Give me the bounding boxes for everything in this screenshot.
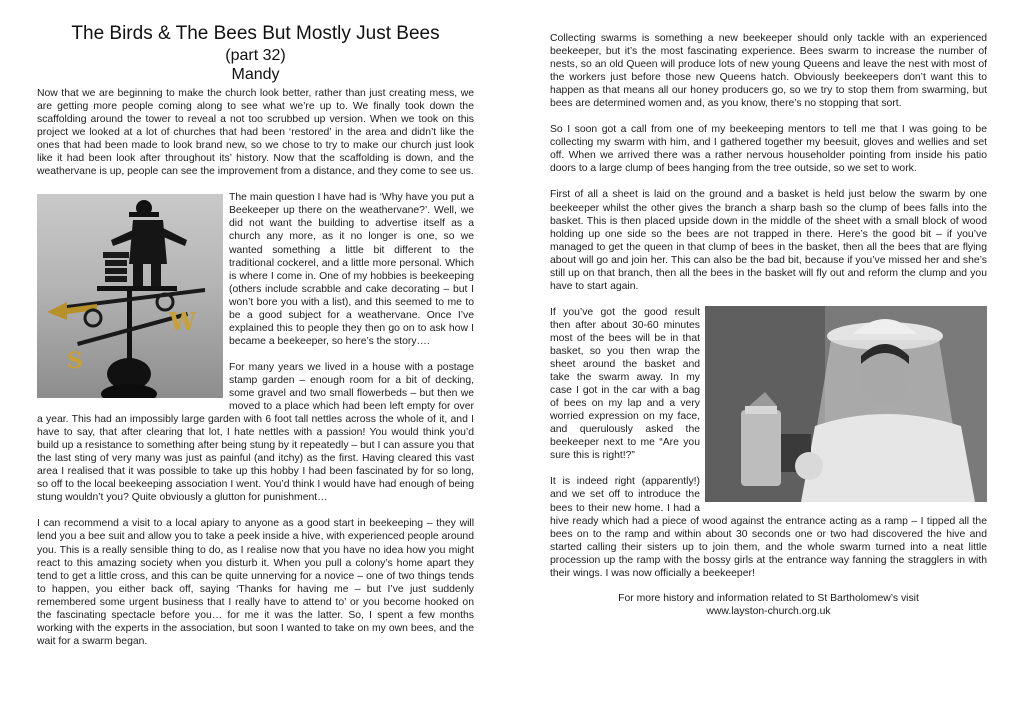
paragraph-intro: Now that we are beginning to make the church look better, rather than just creating mess, we are getting more people coming along to see what we’re up to. We finally took down the scaffolding around the tower to reveal a not too scrubbed up version. When we took on this project we looked at a lot of churches that had been ‘restored’ in the area and didn’t like the ones that had been made to look brand new, so we chose to try to make our church just look like it had been look after throughout its’ history. Now that the scaffolding is down, and the weathervane is up, people can see the improvement from a distance, and they come to see us. (37, 88, 474, 178)
footer-url[interactable]: www.layston-church.org.uk (706, 605, 831, 617)
paragraph-swarms: Collecting swarms is something a new beekeeper should only tackle with an experienced beekeeper, but it’s the most fascinating experience. Bees swarm to increase the number of nests, so an old Queen will produce lots of new young Queens and leave the nest with most of the workers just before those new Queens hatch. Obviously beekeepers don’t want this to happen as that means all our honey producers go, so we try to stop them from swarming, but bees are determined women and, as you know, there’s no stopping that sort. (550, 33, 987, 110)
article-author: Mandy (231, 66, 280, 83)
paragraph-new-home: It is indeed right (apparently!) and we set off to introduce the bees to their new home. I had a hive ready which had a piece of wood against the entrance acting as a ramp – I tipped all the bees on to the ramp and within about 30 seconds one or two had discovered the hive and started calling their sisters up to join them, and the whole swarm turned into a neat little procession up the ramp with the bossy girls at the entrance way fanning the stragglers in with their wings. I was now officially a beekeeper! (550, 476, 987, 579)
letter-w: W (169, 307, 196, 337)
paragraph-question: The main question I have had is ‘Why have you put a Beekeeper up there on the weathervane?’. Well, we did not want the building to advertise itself as a church any more, as it no longer is one, so we wanted something a little bit different to the traditional cockerel, and a little more personal. Which is where I come in. One of my hobbies is beekeeping (others include scrabble and cake decorating – but I won’t bore you with a list), and this seemed to me to be a good subject for a weathervane. Once I’ve explained this to people they then go on to ask how I became a beekeeper, so here’s the story…. (229, 192, 474, 347)
footer-info: For more history and information related to St Bartholomew’s visit (618, 592, 919, 604)
paragraph-car: If you’ve got the good result then after about 30-60 minutes most of the bees will be in that basket, so you then wrap the sheet around the basket and take the swarm away. In my case I got in the car with a bag of bees on my lap and a very worried expression on my face, and querulously asked the beekeeper next to me “Are you sure this is right!?” (550, 306, 700, 462)
paragraph-sheet-basket: First of all a sheet is laid on the ground and a basket is held just below the swarm by one beekeeper whilst the other gives the branch a sharp bash so the clump of bees falls into the basket. This is then placed upside down in the middle of the sheet with a small block of wood holding up one side so the bees are not trapped in there. Here’s the good bit – if you’ve managed to get the queen in that clump of bees in the basket, then all the bees that are flying about will go and join her. This can also be the bad bit, because if you’ve missed her and she’s still up on that branch, then all the bees in the basket will fly out and reform the clump and you have to start again. (550, 189, 987, 292)
paragraph-garden: For many years we lived in a house with a postage stamp garden – enough room for a bit of decking, some gravel and two small flowerbeds – but then we moved to a place which had been left empty for over a year. This had an impossibly large garden with 6 foot tall nettles across the whole of it, and I have to say, that after clearing that lot, I hate nettles with a passion! You would think you’d build up a resistance to something after being stung by it repeatedly – but I can assure you that the last sting of very many was just as painful (and itchy) as the first. Having cleared this vast area I realised that it was possible to take up this hobby I had been fascinated by for so long, so off to the local beekeeping association I went. You’d think I would have had enough of being stung wouldn’t you? Quite obviously a glutton for punishment… (37, 361, 474, 504)
beekeeper-photo (705, 306, 987, 502)
paragraph-mentor-call: So I soon got a call from one of my beekeeping mentors to tell me that I was going to be collecting my swarm with him, and I gathered together my beesuit, gloves and wellies and set off. When we arrived there was a rather nervous householder pointing from inside his patio doors to a large clump of bees hanging from the tree outside, so we set to work. (550, 124, 987, 175)
article-part: (part 32) (225, 47, 286, 64)
weathervane-photo (37, 194, 223, 398)
weathervane-illustration (37, 194, 223, 398)
footer (550, 592, 987, 618)
left-column (37, 22, 474, 648)
paragraph-apiary: I can recommend a visit to a local apiary to anyone as a good start in beekeeping – they will lend you a bee suit and allow you to take a peek inside a hive, with experienced people around you. This is a really sensible thing to do, as I realise now that you have no idea how you might react to this amazing society when you disturb it. When you pull a colony’s home apart they tend to get a little cross, and this can be quite unnerving for a novice – one of two things tends to happen, you either back off, saying ‘Thanks for having me – but I’ve just suddenly remembered some urgent business that I really have to attend to’ or you become hooked on the fascinating spectacle before you… for me it was the latter. So, I spent a few months working with the experts in the association, but soon I wanted to take on my own bees, and the wait for a swarm began. (37, 518, 474, 647)
right-column (550, 32, 987, 618)
article-title: The Birds & The Bees But Mostly Just Bees (71, 23, 440, 44)
beekeeper-illustration (705, 306, 987, 502)
letter-s: S (67, 348, 83, 375)
